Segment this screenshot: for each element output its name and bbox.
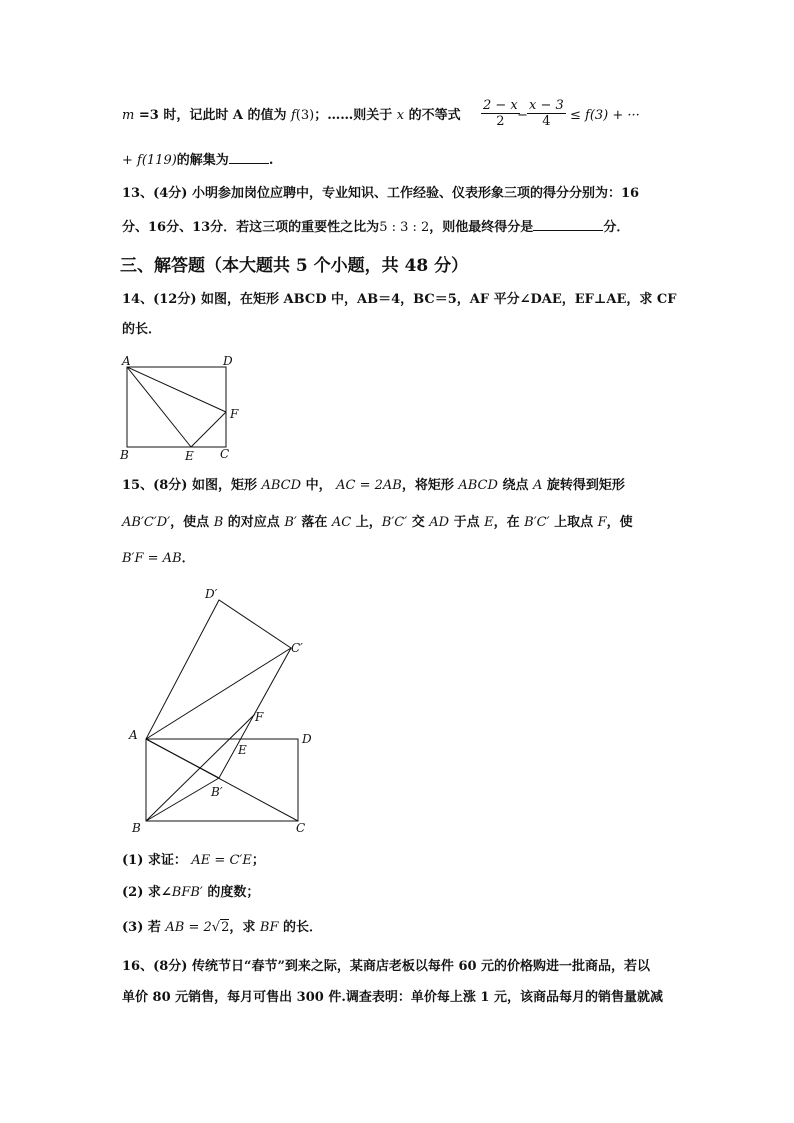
q15-sub1 xyxy=(122,853,265,869)
math-ac-eq: AC = 2AB xyxy=(336,478,402,493)
q12-line1 xyxy=(122,108,461,124)
label-e: E xyxy=(238,743,247,757)
q13-text: 分、16分、13分．若这三项的重要性之比为 xyxy=(122,220,380,235)
func-f: f xyxy=(290,108,296,123)
sqrt-radicand: 2 xyxy=(221,920,230,935)
q14-figure xyxy=(116,352,246,462)
sub3-math: AB = 2 xyxy=(165,920,212,935)
math-bpcp-2: B′C′ xyxy=(524,515,550,530)
fraction-2 xyxy=(527,98,566,129)
q15-t9: ，使 xyxy=(606,515,633,530)
sub1-end: ； xyxy=(251,853,265,868)
label-d: D xyxy=(302,732,312,746)
math-f: F xyxy=(597,515,607,530)
q12-text: =3 时，记此时 A 的值为 xyxy=(134,108,291,123)
q15-t4: 上， xyxy=(351,515,382,530)
q15-t7: ，在 xyxy=(493,515,525,530)
sub3-bf: BF xyxy=(259,920,279,935)
q13-line1: 13、(4分) 小明参加岗位应聘中，专业知识、工作经验、仪表形象三项的得分分别为：16 xyxy=(122,186,640,201)
section-heading: 三、解答题（本大题共 5 个小题，共 48 分） xyxy=(120,256,469,276)
q15-text-2: 中， xyxy=(301,478,337,493)
math-a: A xyxy=(533,478,543,493)
var-x: x xyxy=(396,108,405,123)
fraction-2-denominator: 4 xyxy=(542,114,551,129)
rectangle-abcd xyxy=(127,367,226,447)
label-b: B xyxy=(120,448,129,462)
fraction-2-numerator: x − 3 xyxy=(529,98,564,113)
sub2-math: BFB′ xyxy=(171,885,203,900)
math-abcd: ABCD xyxy=(261,478,302,493)
q12-text-2: ；……则关于 xyxy=(314,108,397,123)
q13-unit: 分． xyxy=(603,220,630,235)
period: . xyxy=(268,153,274,168)
q15-figure xyxy=(125,588,325,838)
sum-term: + f(119) xyxy=(122,153,177,168)
label-c: C xyxy=(296,821,306,835)
sub3-text: ，求 xyxy=(229,920,260,935)
minus-sign: − xyxy=(517,108,528,123)
q15-t8: 上取点 xyxy=(549,515,598,530)
var-m: m xyxy=(122,108,135,123)
q15-text: 15、(8分) 如图，矩形 xyxy=(122,478,262,493)
sub3-label: (3) 若 xyxy=(122,920,166,935)
fraction-1-denominator: 2 xyxy=(496,114,505,129)
q15-line3 xyxy=(122,551,195,567)
sqrt-symbol: √ xyxy=(211,920,221,935)
math-e: E xyxy=(484,515,494,530)
label-f: F xyxy=(255,710,264,724)
q14-line1: 14、(12分) 如图，在矩形 ABCD 中，AB＝4，BC＝5，AF 平分∠DAE，EF⊥AE，求 CF xyxy=(122,292,677,307)
label-cp: C′ xyxy=(291,641,303,655)
math-bp: B′ xyxy=(284,515,297,530)
segment-af xyxy=(127,367,226,412)
ratio: 5 : 3 : 2 xyxy=(379,220,430,235)
math-ac: AC xyxy=(331,515,352,530)
label-a: A xyxy=(129,728,138,742)
sub1-math: AE = C′E xyxy=(191,853,252,868)
q15-t2: 的对应点 xyxy=(223,515,285,530)
inequality-rhs: ≤ f(3) + ··· xyxy=(570,108,640,123)
label-f: F xyxy=(230,407,239,421)
label-bp: B′ xyxy=(211,785,223,799)
q14-line2: 的长． xyxy=(122,322,162,337)
label-a: A xyxy=(122,354,131,368)
func-arg: (3) xyxy=(295,108,315,123)
q15-text-4: 绕点 xyxy=(497,478,533,493)
sub3-end: 的长． xyxy=(278,920,322,935)
q15-t1: ，使点 xyxy=(170,515,214,530)
segment-ac xyxy=(146,739,298,821)
q12-line2 xyxy=(122,151,273,169)
fraction-1 xyxy=(481,98,520,129)
q15-t6: 于点 xyxy=(449,515,485,530)
math-ad: AD xyxy=(429,515,450,530)
fraction-1-numerator: 2 − x xyxy=(483,98,518,113)
segment-bbp xyxy=(146,778,219,821)
label-e: E xyxy=(185,449,194,463)
q13-line2 xyxy=(122,218,629,236)
q13-text-2: ，则他最终得分是 xyxy=(429,220,534,235)
segment-acp xyxy=(146,648,291,739)
q16-line1: 16、(8分) 传统节日“春节”到来之际，某商店老板以每件 60 元的价格购进一批商品，若以 xyxy=(122,959,651,974)
sub2-end: 的度数； xyxy=(202,885,260,900)
q15-line2 xyxy=(122,515,633,531)
q15-text-3: ，将矩形 xyxy=(401,478,459,493)
label-c: C xyxy=(220,447,230,461)
sub2-label: (2) 求∠ xyxy=(122,885,172,900)
answer-blank-13[interactable] xyxy=(533,218,603,231)
label-dp: D′ xyxy=(205,587,218,601)
math-bpcp: B′C′ xyxy=(381,515,408,530)
answer-blank-12[interactable] xyxy=(229,151,269,164)
math-abcd-2: ABCD xyxy=(458,478,498,493)
segment-ae xyxy=(127,367,191,447)
sub1-label: (1) 求证： xyxy=(122,853,192,868)
q12-text-3: 的不等式 xyxy=(404,108,461,123)
label-d: D xyxy=(223,354,233,368)
q15-sub2 xyxy=(122,885,259,901)
math-rect-prime: AB′C′D′ xyxy=(122,515,171,530)
label-b: B xyxy=(132,821,141,835)
q12-solution-text: 的解集为 xyxy=(176,153,229,168)
math-b: B xyxy=(213,515,224,530)
segment-bf xyxy=(146,714,255,821)
q15-t5: 交 xyxy=(407,515,430,530)
period-2: ． xyxy=(181,551,195,566)
q15-text-5: 旋转得到矩形 xyxy=(542,478,625,493)
q15-t3: 落在 xyxy=(296,515,332,530)
q15-line1 xyxy=(122,478,625,494)
q15-sub3 xyxy=(122,920,322,936)
math-bpf-eq: B′F = AB xyxy=(122,551,182,566)
q16-line2: 单价 80 元销售，每月可售出 300 件.调查表明：单价每上涨 1 元，该商品每月的销售量就减 xyxy=(122,990,663,1005)
segment-ef xyxy=(191,412,226,447)
